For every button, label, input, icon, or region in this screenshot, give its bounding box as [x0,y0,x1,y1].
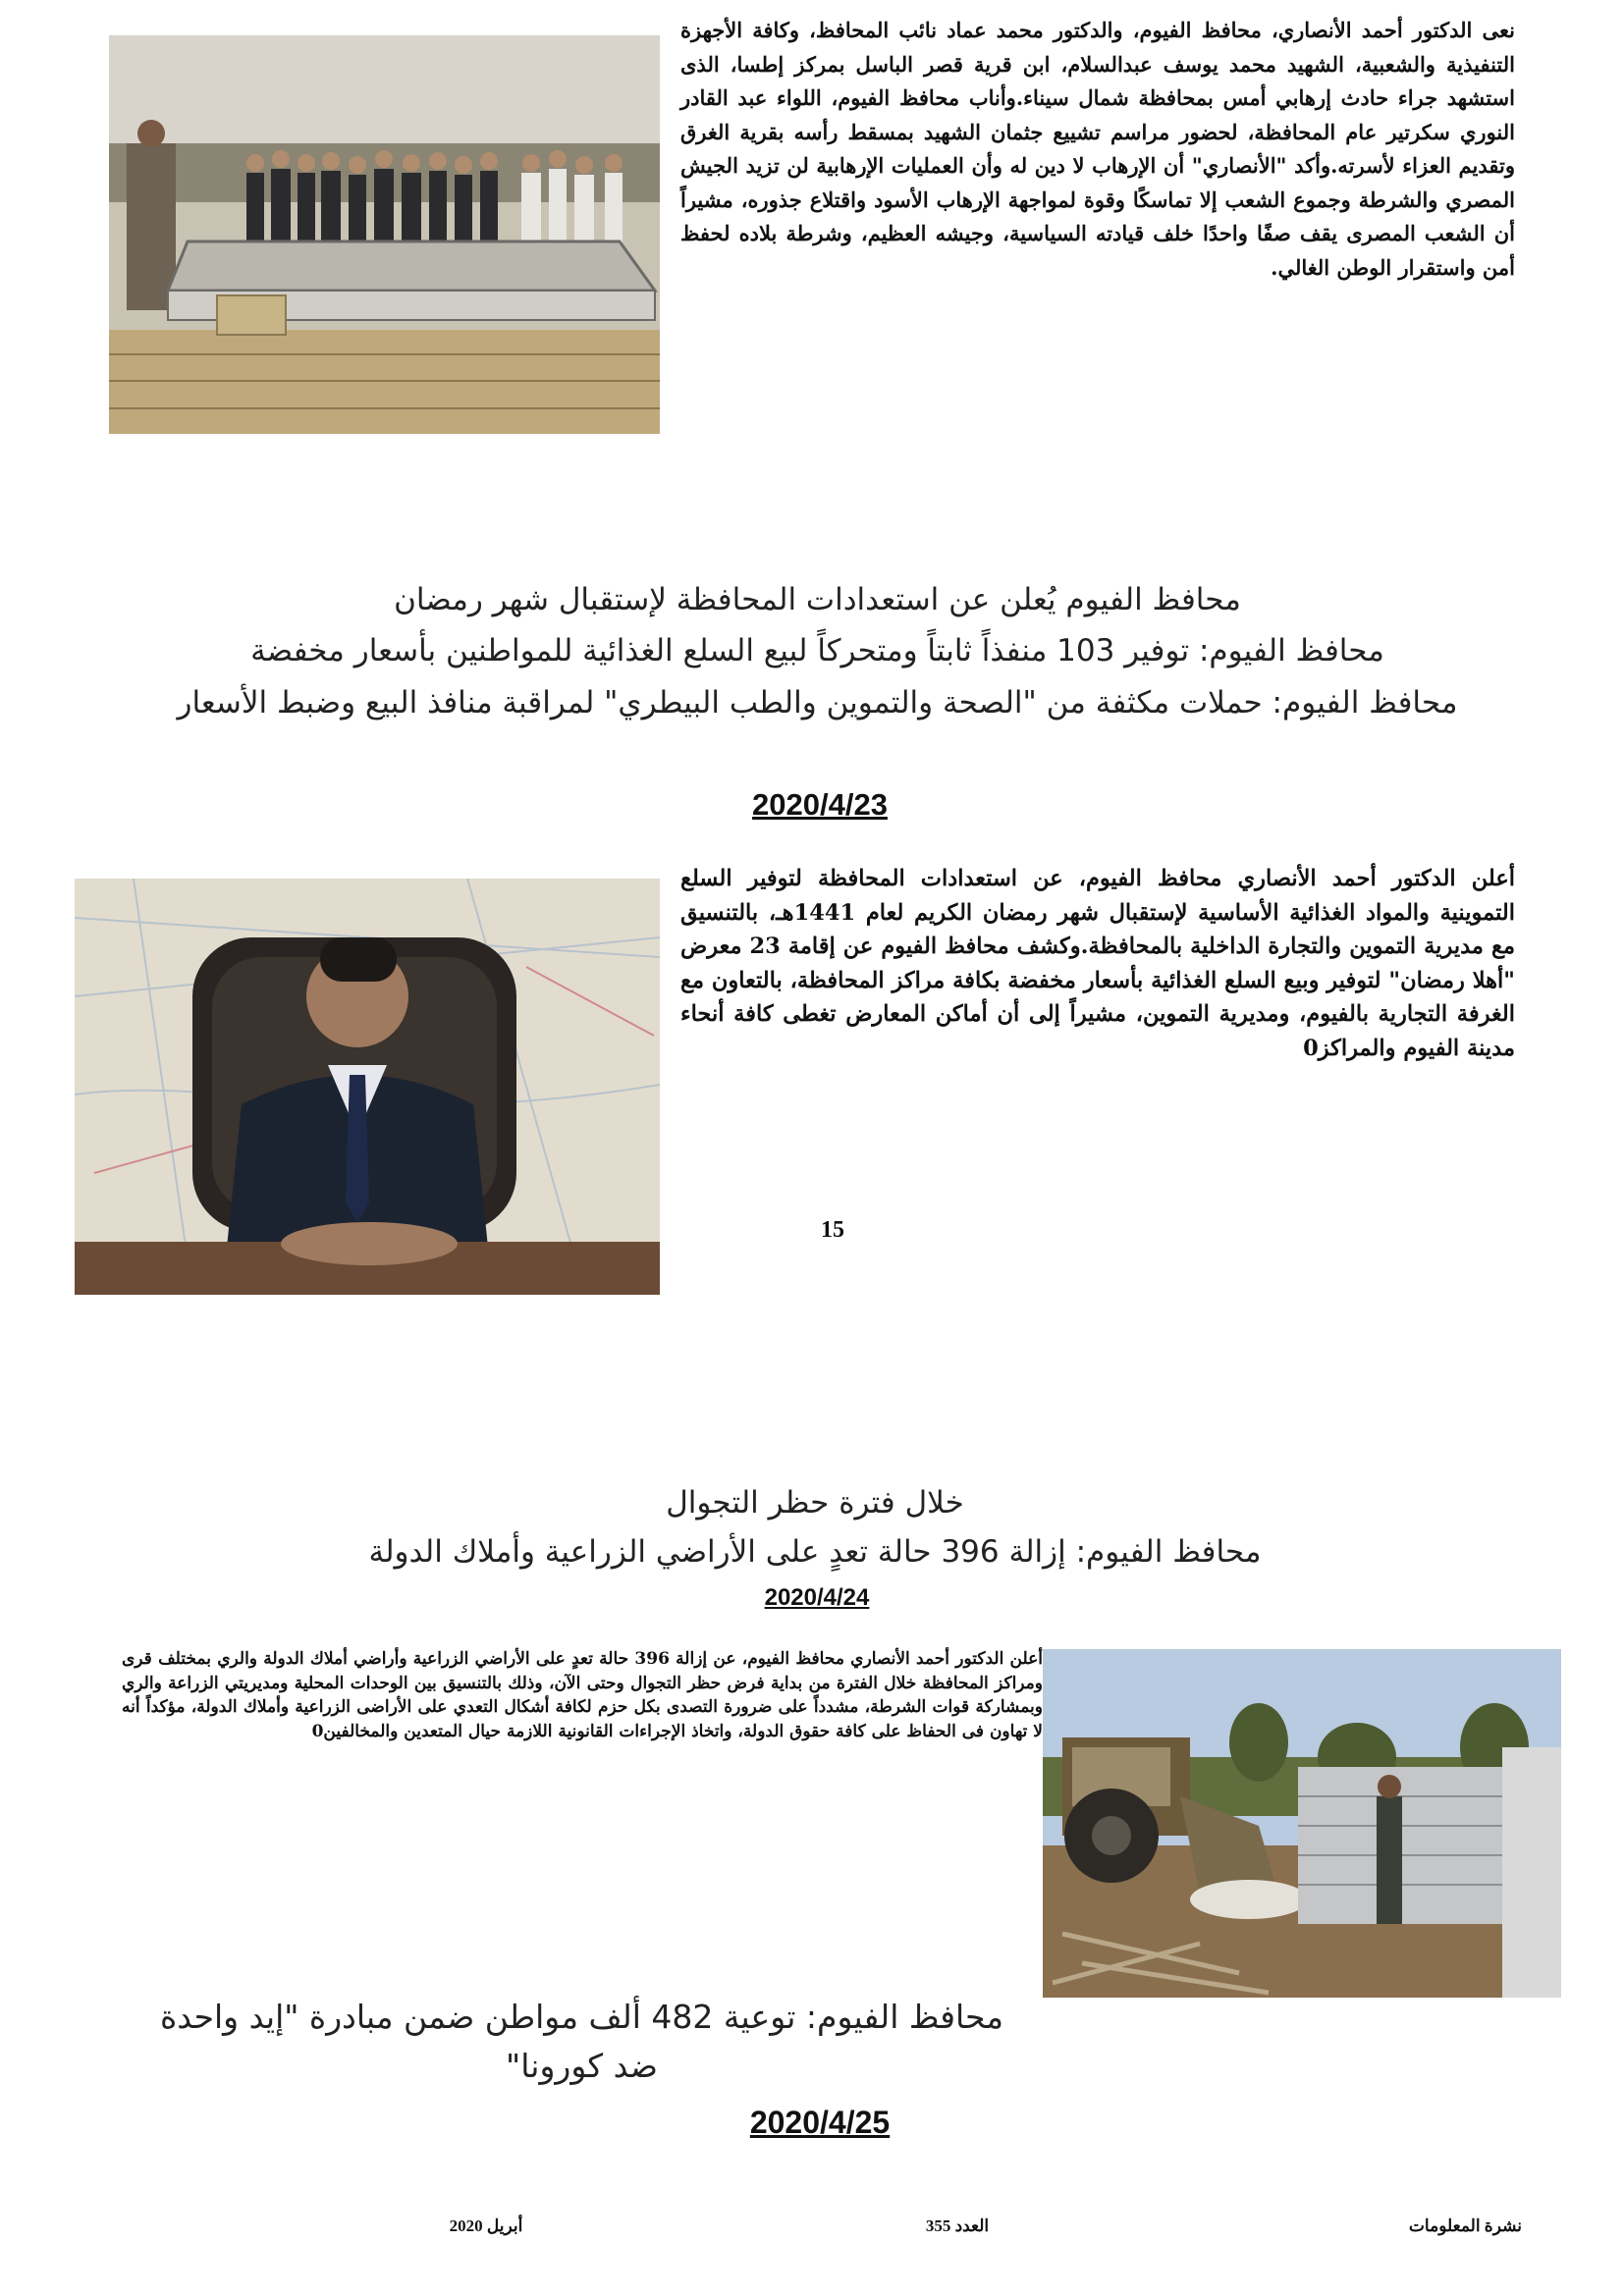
footer-month: أبريل 2020 [449,2216,523,2235]
article-1-body: نعى الدكتور أحمد الأنصاري، محافظ الفيوم، والدكتور محمد عماد نائب المحافظ، وكافة الأجهزة التنفيذية والشعبية، الشهيد محمد يوسف عبدالسلام، ابن قرية قصر الباسل بمركز إطسا، الذى استشهد جراء حادث إرهابي أمس بمحافظة شمال سيناء.وأناب محافظ الفيوم، اللواء عبد القادر النوري سكرتير عام المحافظة، لحضور مراسم تشييع جثمان الشهيد بمسقط رأسه بقرية الغرق وتقديم العزاء لأسرته.وأكد "الأنصاري" أن الإرهاب لا دين له وأن العمليات الإرهابية لن تزيد الجيش المصري والشرطة وجموع الشعب إلا تماسكًا وقوة لمواجهة الإرهاب الأسود واقتلاع جذوره، مشيراً أن الشعب المصرى يقف صفًا واحدًا خلف قيادته السياسية، وجيشه العظيم، وشرطة بلاده لحفظ أمن واستقرار الوطن الغالي. [680,18,1515,280]
bulldozer-photo [1043,1649,1561,1998]
footer-issue: العدد 355 [925,2216,990,2235]
article-4-date: 2020/4/25 [749,2105,891,2140]
article-2-headline-2: محافظ الفيوم: توفير 103 منفذاً ثابتاً ومتحركاً لبيع السلع الغذائية للمواطنين بأسعار مخفضة [250,633,1384,668]
footer-publication: نشرة المعلومات [1408,2216,1522,2235]
governor-photo [75,879,660,1295]
article-3-headline: محافظ الفيوم: إزالة 396 حالة تعدٍ على الأراضي الزراعية وأملاك الدولة [368,1534,1262,1570]
article-3-date: 2020/4/24 [764,1584,870,1611]
article-2-headline-1: محافظ الفيوم يُعلن عن استعدادات المحافظة لإستقبال شهر رمضان [394,582,1241,617]
article-3-body: أعلن الدكتور أحمد الأنصاري محافظ الفيوم، عن إزالة 396 حالة تعدٍ على الأراضي الزراعية وأراضي أملاك الدولة والري بمختلف قرى ومراكز المحافظة خلال الفترة من بداية فرض حظر التجوال وحتى الآن، وذلك بالتنسيق بين الوحدات المحلية ومديريتي الزراعة والري وبمشاركة قوات الشرطة، مشدداً على ضرورة التصدى بكل حزم لكافة أشكال التعدي على الأراضى الزراعية وأملاك الدولة، مؤكداً أنه لا تهاون فى الحفاظ على كافة حقوق الدولة، واتخاذ الإجراءات القانونية اللازمة حيال المتعدين والمخالفين0 [122,1649,1043,1741]
article-2-date: 2020/4/23 [752,787,888,822]
article-2-body: أعلن الدكتور أحمد الأنصاري محافظ الفيوم، عن استعدادات المحافظة لتوفير السلع التموينية والمواد الغذائية الأساسية لإستقبال شهر رمضان الكريم لعام 1441هـ، بالتنسيق مع مديرية التموين والتجارة الداخلية بالمحافظة.وكشف محافظ الفيوم عن إقامة 23 معرض "أهلا رمضان" لتوفير وبيع السلع الغذائية بأسعار مخفضة بكافة مراكز المحافظة، بالتعاون مع الغرفة التجارية بالفيوم، ومديرية التموين، مشيراً إلى أن أماكن المعارض تغطى كافة أنحاء مدينة الفيوم والمراكز0 [680,866,1515,1061]
article-4-headline: محافظ الفيوم: توعية 482 ألف مواطن ضمن مبادرة "إيد واحدة ضد كورونا" [159,1998,1004,2085]
funeral-photo [109,35,660,434]
article-3-kicker: خلال فترة حظر التجوال [666,1485,964,1521]
article-2-headline-3: محافظ الفيوم: حملات مكثفة من "الصحة والتموين والطب البيطري" لمراقبة منافذ البيع وضبط الأسعار [177,685,1458,721]
page-number: 15 [821,1217,844,1243]
